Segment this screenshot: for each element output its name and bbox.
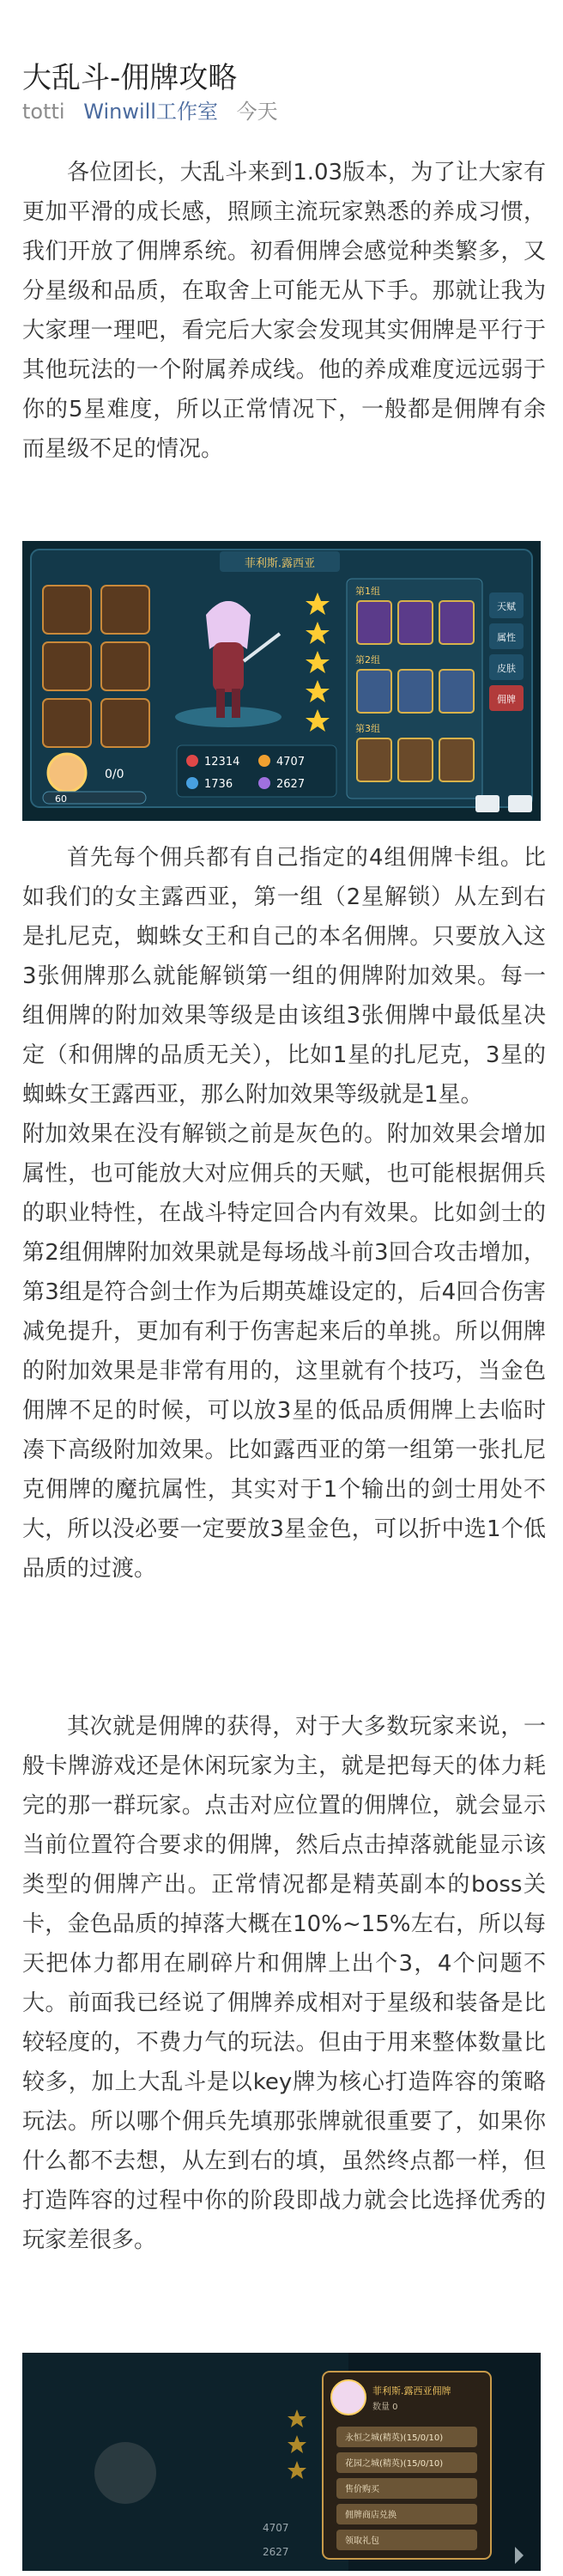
paragraph-4: 其次就是佣牌的获得，对于大多数玩家来说，一般卡牌游戏还是休闲玩家为主，就是把每天的体力耗完的那一群玩家。点击对应位置的佣牌位，就会显示当前位置符合要求的佣牌，然后点击掉落就能显示该类型的佣牌产出。正常情况都是精英副本的boss关卡，金色品质的掉落大概在10%~15%左右，所以每天把体力都用在刷碎片和佣牌上出个3，4个问题不大。前面我已经说了佣牌养成相对于星级和装备是比较轻度的，不费力气的玩法。但由于用来整体数量比较多，加上大乱斗是以key牌为核心打造阵容的策略玩法。所以哪个佣兵先填那张牌就很重要了，如果你什么都不去想，从左到右的填，虽然终点都一样，但打造阵容的过程中你的阶段即战力就会比选择优秀的玩家差很多。 <box>22 1714 546 2253</box>
svg-text:天赋: 天赋 <box>497 601 516 612</box>
paragraph-1: 各位团长，大乱斗来到1.03版本，为了让大家有更加平滑的成长感，照顾主流玩家熟悉的养成习惯，我们开放了佣牌系统。初看佣牌会感觉种类繁多，又分星级和品质，在取舍上可能无从下手。那就让我为大家理一理吧，看完后大家会发现其实佣牌是平行于其他玩法的一个附属养成线。他的养成难度远远弱于你的5星难度，所以正常情况下，一般都是佣牌有余而星级不足的情况。 <box>22 160 546 462</box>
game-screenshot-1 <box>22 541 541 821</box>
faded-avatar <box>94 2442 156 2504</box>
edit-icon <box>508 795 532 812</box>
svg-text:永恒之城(精英)(15/0/10): 永恒之城(精英)(15/0/10) <box>345 2433 444 2443</box>
svg-text:2627: 2627 <box>263 2546 289 2558</box>
chat-icon <box>475 795 499 812</box>
hero-stats <box>177 745 336 797</box>
svg-text:佣牌商店兑换: 佣牌商店兑换 <box>345 2511 397 2520</box>
svg-text:0/0: 0/0 <box>105 768 124 781</box>
svg-text:属性: 属性 <box>497 632 516 643</box>
card-portrait <box>331 2380 366 2415</box>
svg-text:第3组: 第3组 <box>355 723 380 734</box>
article-meta <box>22 94 278 125</box>
svg-text:4707: 4707 <box>263 2522 289 2534</box>
svg-text:60: 60 <box>55 793 67 805</box>
hero-avatar <box>48 754 86 792</box>
svg-text:4707: 4707 <box>276 756 306 769</box>
publish-date: 今天 <box>236 100 278 124</box>
svg-text:1736: 1736 <box>204 778 233 791</box>
svg-text:第1组: 第1组 <box>355 586 380 597</box>
svg-text:花园之城(精英)(15/0/10): 花园之城(精英)(15/0/10) <box>345 2459 444 2469</box>
card-name: 菲利斯.露西亚佣牌 <box>372 2385 451 2397</box>
svg-text:皮肤: 皮肤 <box>497 663 516 674</box>
hero-banner: 菲利斯.露西亚 <box>244 557 316 570</box>
svg-text:领取礼包: 领取礼包 <box>345 2537 379 2546</box>
article-title: 大乱斗-佣牌攻略 <box>22 60 238 95</box>
card-slots <box>357 601 474 781</box>
game-screenshot-2 <box>22 2353 541 2571</box>
source-link[interactable]: Winwill工作室 <box>83 100 218 124</box>
drop-sources <box>336 2427 477 2550</box>
svg-text:售价购买: 售价购买 <box>345 2485 379 2494</box>
paragraph-2-cont: 露西亚，那么附加效果等级就是1星。 <box>112 1082 483 1108</box>
paragraph-2: 首先每个佣兵都有自己指定的4组佣牌卡组。比如我们的女主露西亚，第一组（2星解锁）从左到右是扎尼克，蜘蛛女王和自己的本名佣牌。只要放入这3张佣牌那么就能解锁第一组的佣牌附加效果。每一组佣牌的附加效果等级是由该组3张佣牌中最低星决定（和佣牌的品质无关），比如1星的扎尼克，3星的蜘蛛女王 <box>22 845 546 1108</box>
svg-text:佣牌: 佣牌 <box>497 694 516 705</box>
svg-text:2627: 2627 <box>276 778 306 791</box>
author[interactable]: totti <box>22 100 65 124</box>
paragraph-3: 附加效果在没有解锁之前是灰色的。附加效果会增加属性，也可能放大对应佣兵的天赋，也可能根据佣兵的职业特性，在战斗特定回合内有效果。比如剑士的第2组佣牌附加效果就是每场战斗前3回合攻击增加，第3组是符合剑士作为后期英雄设定的，后4回合伤害减免提升，更加有利于伤害起来后的单挑。所以佣牌的附加效果是非常有用的，这里就有个技巧，当金色佣牌不足的时候，可以放3星的低品质佣牌上去临时凑下高级附加效果。比如露西亚的第一组第一张扎尼克佣牌的魔抗属性，其实对于1个输出的剑士用处不大，所以没必要一定要放3星金色，可以折中选1个低品质的过渡。 <box>22 1121 546 1582</box>
svg-text:数量 0: 数量 0 <box>372 2403 398 2412</box>
svg-text:第2组: 第2组 <box>355 654 380 665</box>
svg-text:12314: 12314 <box>204 756 240 769</box>
